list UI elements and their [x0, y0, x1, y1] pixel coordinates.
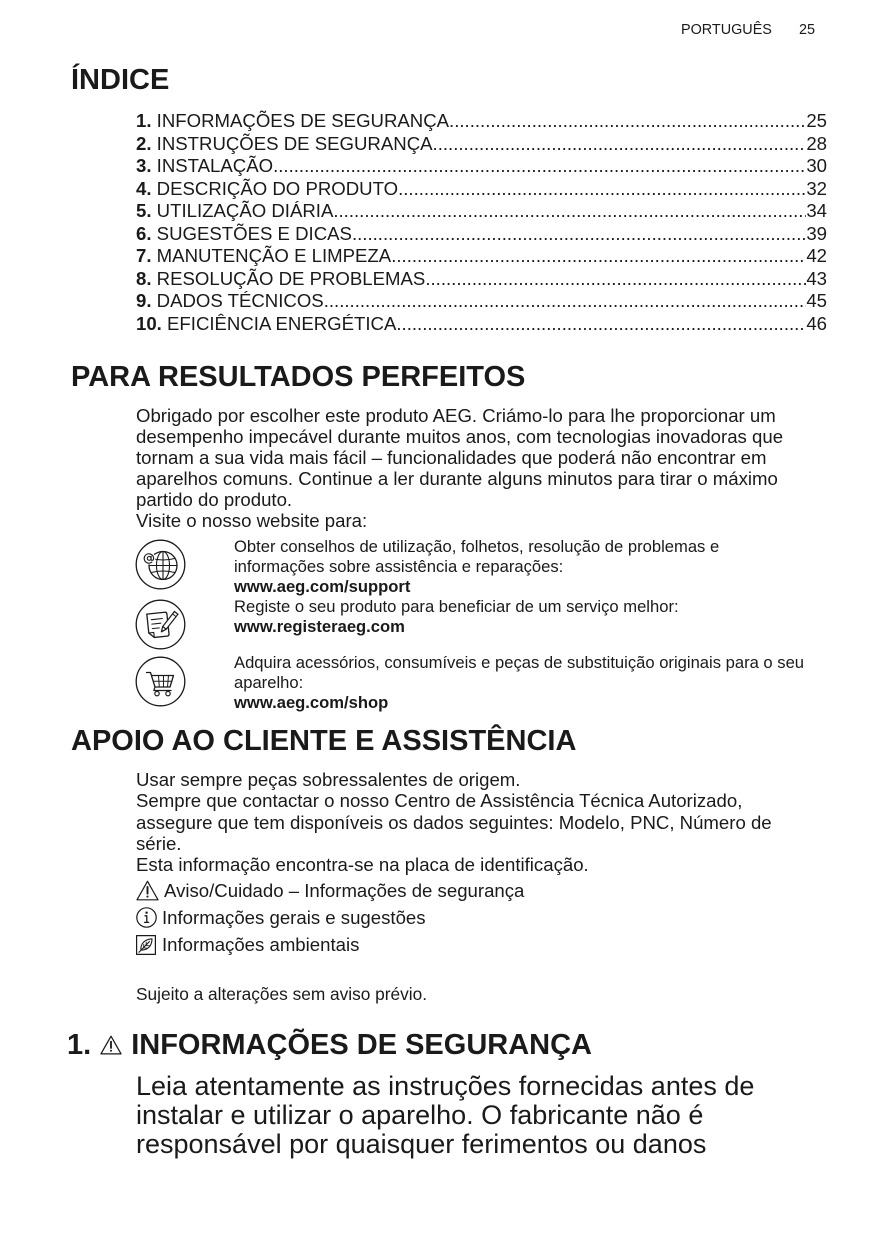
intro-line: partido do produto.: [136, 489, 293, 510]
shop-description-line: aparelho:: [234, 673, 304, 692]
toc-entry-number: 10.: [136, 312, 162, 334]
register-url[interactable]: www.registeraeg.com: [234, 617, 405, 636]
toc-entry[interactable]: [136, 133, 827, 156]
toc-entry-title: RESOLUÇÃO DE PROBLEMAS: [156, 267, 426, 289]
intro-line: Obrigado por escolher este produto AEG. Criámo-lo para lhe proporcionar um: [136, 405, 776, 426]
index-title: ÍNDICE: [71, 64, 170, 96]
toc-entry-page: 46: [806, 312, 827, 334]
header-page-number: 25: [799, 22, 816, 38]
toc-entry-title: SUGESTÕES E DICAS: [156, 222, 352, 244]
toc-entry[interactable]: [136, 178, 827, 201]
safety-intro-text: [136, 1072, 754, 1159]
customer-care-line: série.: [136, 832, 182, 854]
toc-entry-number: 2.: [136, 132, 152, 154]
header-language: PORTUGUÊS: [681, 22, 772, 38]
legend-warning: [136, 877, 524, 904]
customer-care-text: [136, 769, 772, 875]
shop-link-block: [234, 653, 804, 713]
info-icon: [136, 907, 157, 928]
shop-url[interactable]: www.aeg.com/shop: [234, 693, 389, 712]
toc-entry-page: 43: [806, 267, 827, 289]
toc-entry[interactable]: [136, 155, 827, 178]
toc-leader: [324, 290, 807, 313]
table-of-contents: [136, 110, 827, 335]
intro-line: desempenho impecável durante muitos anos, com tecnologias inovadoras que: [136, 426, 784, 447]
toc-leader: [449, 110, 806, 133]
toc-entry-number: 7.: [136, 245, 152, 266]
toc-leader: [396, 313, 806, 336]
globe-at-icon: [135, 539, 186, 590]
warning-icon: [100, 1035, 122, 1055]
support-description-line: informações sobre assistência e reparações:: [234, 557, 564, 576]
intro-line: aparelhos comuns. Continue a ler durante alguns minutos para tirar o máximo: [136, 468, 778, 489]
toc-entry-number: 1.: [136, 110, 152, 131]
toc-entry-title: DESCRIÇÃO DO PRODUTO: [156, 177, 399, 199]
toc-leader: [333, 200, 806, 223]
change-notice: Sujeito a alterações sem aviso prévio.: [136, 984, 428, 1004]
toc-entry-page: 28: [806, 132, 827, 154]
toc-entry-number: 9.: [136, 290, 152, 311]
legend-info: [136, 904, 426, 931]
toc-entry[interactable]: [136, 223, 827, 246]
toc-leader: [425, 268, 806, 291]
safety-section-heading: [67, 1028, 592, 1062]
intro-line: tornam a sua vida mais fácil – funcionalidades que poderá não encontrar em: [136, 447, 767, 468]
toc-entry[interactable]: [136, 313, 827, 336]
environment-leaf-icon: [136, 935, 156, 955]
legend-warning-text: Aviso/Cuidado – Informações de segurança: [164, 880, 525, 901]
customer-care-line: assegure que tem disponíveis os dados seguintes: Modelo, PNC, Número de: [136, 811, 772, 833]
customer-care-title: APOIO AO CLIENTE E ASSISTÊNCIA: [71, 725, 577, 757]
perfect-results-title: PARA RESULTADOS PERFEITOS: [71, 361, 526, 393]
toc-entry-title: MANUTENÇÃO E LIMPEZA: [156, 245, 392, 266]
support-url[interactable]: www.aeg.com/support: [234, 577, 411, 596]
customer-care-line: Usar sempre peças sobressalentes de origem.: [136, 769, 521, 790]
toc-entry-number: 8.: [136, 267, 152, 289]
toc-entry-title: INSTALAÇÃO: [156, 155, 274, 176]
toc-leader: [352, 223, 806, 246]
legend-info-text: Informações gerais e sugestões: [162, 907, 426, 928]
legend-environment: [136, 931, 359, 958]
toc-leader: [398, 178, 806, 201]
toc-entry-number: 4.: [136, 177, 152, 199]
toc-entry[interactable]: [136, 268, 827, 291]
toc-leader: [391, 245, 806, 268]
toc-entry-number: 5.: [136, 200, 152, 221]
support-link-block: [234, 537, 719, 597]
toc-entry-number: 6.: [136, 222, 152, 244]
toc-entry-title: EFICIÊNCIA ENERGÉTICA: [167, 312, 397, 334]
toc-entry-title: INSTRUÇÕES DE SEGURANÇA: [156, 132, 433, 154]
shopping-cart-icon: [135, 656, 186, 707]
toc-entry-page: 42: [806, 245, 827, 266]
safety-section-number: 1.: [67, 1029, 92, 1061]
toc-entry-page: 39: [806, 222, 827, 244]
shop-description-line: Adquira acessórios, consumíveis e peças de substituição originais para o seu: [234, 653, 805, 672]
register-link-block: [234, 597, 679, 637]
toc-entry-title: DADOS TÉCNICOS: [156, 290, 324, 311]
perfect-results-intro: [136, 405, 783, 531]
toc-entry[interactable]: [136, 200, 827, 223]
register-form-icon: [135, 599, 186, 650]
customer-care-line: Sempre que contactar o nosso Centro de Assistência Técnica Autorizado,: [136, 790, 743, 812]
toc-entry-page: 34: [806, 200, 827, 221]
website-prompt: Visite o nosso website para:: [136, 510, 368, 531]
warning-icon: [136, 880, 159, 901]
legend-environment-text: Informações ambientais: [162, 934, 360, 955]
customer-care-line: Esta informação encontra-se na placa de identificação.: [136, 854, 589, 875]
toc-entry[interactable]: [136, 110, 827, 133]
toc-entry-page: 45: [806, 290, 827, 311]
safety-section-title: INFORMAÇÕES DE SEGURANÇA: [131, 1029, 592, 1061]
toc-entry-number: 3.: [136, 155, 152, 176]
toc-entry[interactable]: [136, 245, 827, 268]
toc-entry-page: 25: [806, 110, 827, 131]
safety-intro-line: responsável por quaisquer ferimentos ou danos: [136, 1129, 707, 1159]
register-description-line: Registe o seu produto para beneficiar de um serviço melhor:: [234, 597, 679, 616]
toc-entry-title: INFORMAÇÕES DE SEGURANÇA: [156, 110, 450, 131]
toc-leader: [273, 155, 806, 178]
safety-intro-line: Leia atentamente as instruções fornecidas antes de: [136, 1071, 755, 1101]
toc-entry-page: 32: [806, 177, 827, 199]
toc-entry-page: 30: [806, 155, 827, 176]
support-description-line: Obter conselhos de utilização, folhetos, resolução de problemas e: [234, 537, 720, 556]
toc-entry-title: UTILIZAÇÃO DIÁRIA: [156, 200, 334, 221]
toc-leader: [433, 133, 807, 156]
toc-entry[interactable]: [136, 290, 827, 313]
safety-intro-line: instalar e utilizar o aparelho. O fabricante não é: [136, 1100, 704, 1130]
